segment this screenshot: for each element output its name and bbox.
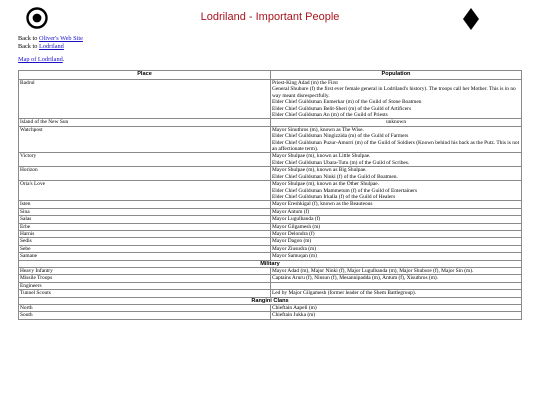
section-title: Military <box>19 260 522 267</box>
population-cell <box>271 275 522 282</box>
population-line: unknown <box>385 119 407 126</box>
population-line: Mayor Delondra (f) <box>272 230 315 237</box>
population-line: Mayor Samuqan (m) <box>272 253 317 260</box>
place-cell: Island of the New Sun <box>19 119 271 126</box>
population-line: Elder Chief Guildsman Enmerkar (m) of the Guild of Stone Boatmen <box>272 99 422 106</box>
population-cell <box>271 290 522 297</box>
population-line: Mayor Sinuthros (m), known as The Wise. <box>272 126 364 133</box>
map-of-lodriland-link[interactable]: Map of Lodriland <box>18 56 63 63</box>
place-cell: Sebe <box>19 245 271 252</box>
population-cell <box>271 216 522 223</box>
place-cell: Victory <box>19 153 271 167</box>
section-header-row <box>19 260 522 267</box>
back-line-1 <box>18 35 83 43</box>
population-line: Mayor Gilgamesh (m) <box>272 223 321 230</box>
back-prefix: Back to <box>18 42 39 50</box>
section-title: Rangini Clans <box>19 297 522 304</box>
place-cell: Erbe <box>19 223 271 230</box>
population-line: Elder Chief Guildsman Irkalla (f) of the Guild of Healers <box>272 193 396 200</box>
table-row <box>19 282 522 289</box>
population-line: Priest-King Adad (m) the First <box>272 80 338 86</box>
population-cell <box>271 208 522 215</box>
population-line: Elder Chief Guildsman Ubara-Tutu (m) of the Guild of Scribes. <box>272 159 410 166</box>
population-cell <box>271 282 522 289</box>
table-row <box>19 201 522 208</box>
population-cell <box>271 201 522 208</box>
table-row <box>19 290 522 297</box>
table-row <box>19 253 522 260</box>
place-cell: Sedis <box>19 238 271 245</box>
population-line: Chieftain Jukka (m) <box>272 312 316 319</box>
population-line: Mayor Lugulbanda (f) <box>272 216 321 223</box>
population-line: Chieftain Aapeli (m) <box>272 305 317 311</box>
population-line: Elder Chief Guildsman Belit-Sheri (m) of the Guild of Artificers <box>272 105 412 112</box>
place-cell: Tunnel Scouts <box>19 290 271 297</box>
population-line: Mayor Ziusudra (m) <box>272 245 317 252</box>
place-cell: Missile Troops <box>19 275 271 282</box>
map-link-suffix: . <box>62 56 65 63</box>
population-line: Mayor Ereshkigal (f), known as the Beauteous <box>272 201 373 208</box>
population-line: Captains Aruru (f), Ninsun (f), Mesannipadda (m), Antum (f), Xisuthros (m). <box>272 275 439 282</box>
place-cell: Harnis <box>19 230 271 237</box>
population-cell <box>271 153 522 167</box>
population-line: Mayor Antum (f) <box>272 208 310 215</box>
table-header-row <box>19 71 522 80</box>
place-cell: Isten <box>19 201 271 208</box>
population-cell <box>271 223 522 230</box>
population-cell <box>271 238 522 245</box>
population-line: Mayor Shulpae (m), known as Big Shulpae. <box>272 167 367 174</box>
olivers-web-site-link[interactable]: Oliver's Web Site <box>39 35 83 42</box>
lodriland-link[interactable]: Lodriland <box>39 42 64 50</box>
back-line-2 <box>18 43 83 51</box>
population-line: Mayor Adad (m), Major Ninki (f), Major Lugulbanda (m), Major Shubure (f), Major Sin (m). <box>272 267 474 274</box>
table-row <box>19 167 522 181</box>
table-row <box>19 230 522 237</box>
table-row <box>19 267 522 274</box>
table-row <box>19 223 522 230</box>
population-cell <box>271 119 522 126</box>
table-row <box>19 245 522 252</box>
population-line: Elder Chief Guildsman An (m) of the Guild of Priests <box>272 112 388 119</box>
population-cell <box>271 245 522 252</box>
table-row <box>19 181 522 201</box>
important-people-table <box>18 70 522 320</box>
population-line: Elder Chief Guildsman Ninki (f) of the Guild of Boatmen. <box>272 173 398 180</box>
population-column-header: Population <box>271 71 522 80</box>
place-cell: Samane <box>19 253 271 260</box>
place-cell: Oria's Love <box>19 181 271 201</box>
table-row <box>19 153 522 167</box>
table-row <box>19 216 522 223</box>
table-row <box>19 305 522 312</box>
place-column-header: Place <box>19 71 271 80</box>
place-cell: Salas <box>19 216 271 223</box>
place-cell: Sina <box>19 208 271 215</box>
population-line: Elder Chief Guildsman Mammetum (f) of the Guild of Entertainers <box>272 187 418 194</box>
back-prefix: Back to <box>18 35 39 42</box>
population-line <box>272 283 520 289</box>
population-cell <box>271 230 522 237</box>
page-title: Lodriland - Important People <box>200 11 340 23</box>
population-cell <box>271 305 522 312</box>
table-body <box>19 80 522 320</box>
population-line: General Shubure (f) the first ever female general in Lodriland's history). The troops call her Mother. This is in no way meant disrespectfully. <box>272 86 516 99</box>
section-header-row <box>19 297 522 304</box>
population-cell <box>271 167 522 181</box>
population-line: Mayor Dagon (m) <box>272 238 312 245</box>
page-header <box>0 0 540 36</box>
population-cell <box>271 312 522 319</box>
place-cell: Heavy Infantry <box>19 267 271 274</box>
table-row <box>19 275 522 282</box>
map-link-line <box>18 56 64 63</box>
back-navigation <box>18 35 83 50</box>
population-line: Elder Chief Guildsman Puzur-Amurri (m) of the Guild of Soldiers (Known behind his back as the Putz. This is not an affectionate term). <box>272 139 520 153</box>
table-row <box>19 126 522 153</box>
population-line: Mayor Shulpae (m), known as Little Shulpae. <box>272 153 371 160</box>
place-cell: South <box>19 312 271 319</box>
population-cell <box>271 126 522 153</box>
population-cell <box>271 181 522 201</box>
table-row <box>19 238 522 245</box>
table-row <box>19 208 522 215</box>
population-line: Led by Major Gilgamesh (former leader of the Shem Battlegroup). <box>272 290 417 297</box>
place-cell: Badrul <box>19 80 271 119</box>
place-cell: Engineers <box>19 282 271 289</box>
place-cell: North <box>19 305 271 312</box>
table-row <box>19 119 522 126</box>
population-cell <box>271 267 522 274</box>
place-cell: Horizon <box>19 167 271 181</box>
population-line: Mayor Shulpae (m), known as the Other Shulpae. <box>272 181 380 188</box>
population-cell <box>271 80 522 119</box>
table-row <box>19 312 522 319</box>
population-line: Elder Chief Guildsman Ningizzida (m) of the Guild of Farmers <box>272 133 409 140</box>
table-row <box>19 80 522 119</box>
place-cell: Watchpost <box>19 126 271 153</box>
black-diamond-logo <box>463 8 479 30</box>
population-cell <box>271 253 522 260</box>
